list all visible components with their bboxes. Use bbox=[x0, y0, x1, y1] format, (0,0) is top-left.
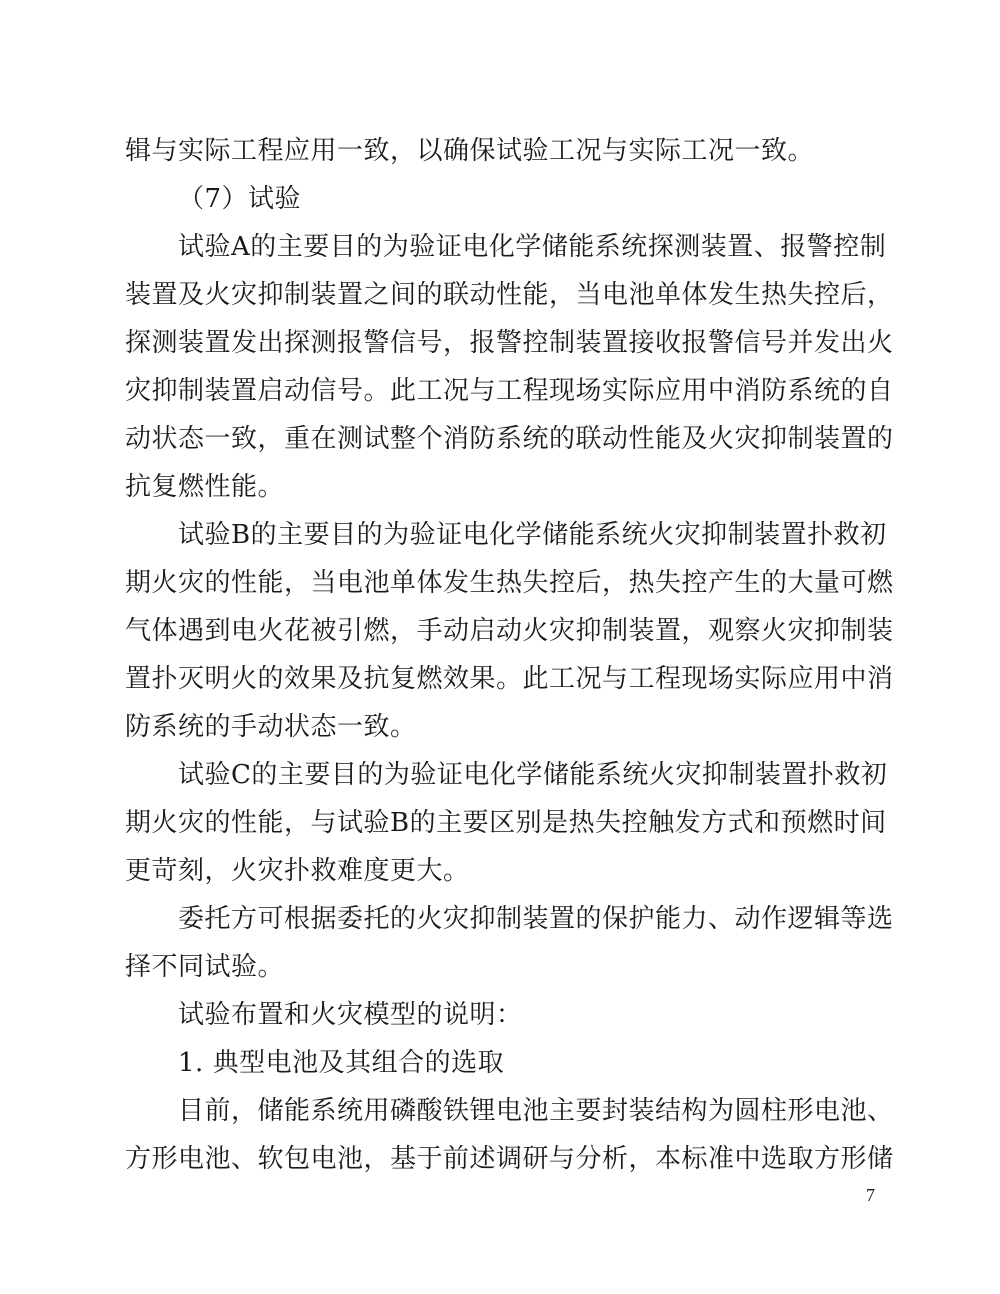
paragraph-line: 更苛刻，火灾扑救难度更大。 bbox=[125, 856, 470, 886]
paragraph-line: 委托方可根据委托的火灾抑制装置的保护能力、动作逻辑等选 bbox=[178, 904, 894, 934]
paragraph-line: 气体遇到电火花被引燃，手动启动火灾抑制装置，观察火灾抑制装 bbox=[125, 616, 894, 646]
paragraph-line: 试验C的主要目的为验证电化学储能系统火灾抑制装置扑救初 bbox=[178, 760, 888, 790]
paragraph-line: 目前，储能系统用磷酸铁锂电池主要封装结构为圆柱形电池、 bbox=[178, 1096, 894, 1126]
list-heading: 1. 典型电池及其组合的选取 bbox=[178, 1048, 505, 1078]
paragraph-line: 置扑灭明火的效果及抗复燃效果。此工况与工程现场实际应用中消 bbox=[125, 664, 894, 694]
page-number: 7 bbox=[866, 1185, 875, 1205]
paragraph-line: 装置及火灾抑制装置之间的联动性能，当电池单体发生热失控后， bbox=[125, 280, 894, 310]
paragraph-line: 期火灾的性能，当电池单体发生热失控后，热失控产生的大量可燃 bbox=[125, 568, 894, 598]
paragraph-line: 试验布置和火灾模型的说明： bbox=[178, 1000, 523, 1030]
paragraph-line: 期火灾的性能，与试验B的主要区别是热失控触发方式和预燃时间 bbox=[125, 808, 887, 838]
text-line: 辑与实际工程应用一致，以确保试验工况与实际工况一致。 bbox=[125, 136, 815, 166]
paragraph-line: 方形电池、软包电池，基于前述调研与分析，本标准中选取方形储 bbox=[125, 1144, 894, 1174]
paragraph-line: 试验A的主要目的为验证电化学储能系统探测装置、报警控制 bbox=[178, 232, 887, 262]
paragraph-line: 探测装置发出探测报警信号，报警控制装置接收报警信号并发出火 bbox=[125, 328, 894, 358]
section-heading: （7）试验 bbox=[178, 184, 302, 214]
paragraph-line: 试验B的主要目的为验证电化学储能系统火灾抑制装置扑救初 bbox=[178, 520, 887, 550]
paragraph-line: 择不同试验。 bbox=[125, 952, 285, 982]
paragraph-line: 抗复燃性能。 bbox=[125, 472, 285, 502]
paragraph-line: 动状态一致，重在测试整个消防系统的联动性能及火灾抑制装置的 bbox=[125, 424, 894, 454]
paragraph-line: 防系统的手动状态一致。 bbox=[125, 712, 417, 742]
paragraph-line: 灾抑制装置启动信号。此工况与工程现场实际应用中消防系统的自 bbox=[125, 376, 894, 406]
